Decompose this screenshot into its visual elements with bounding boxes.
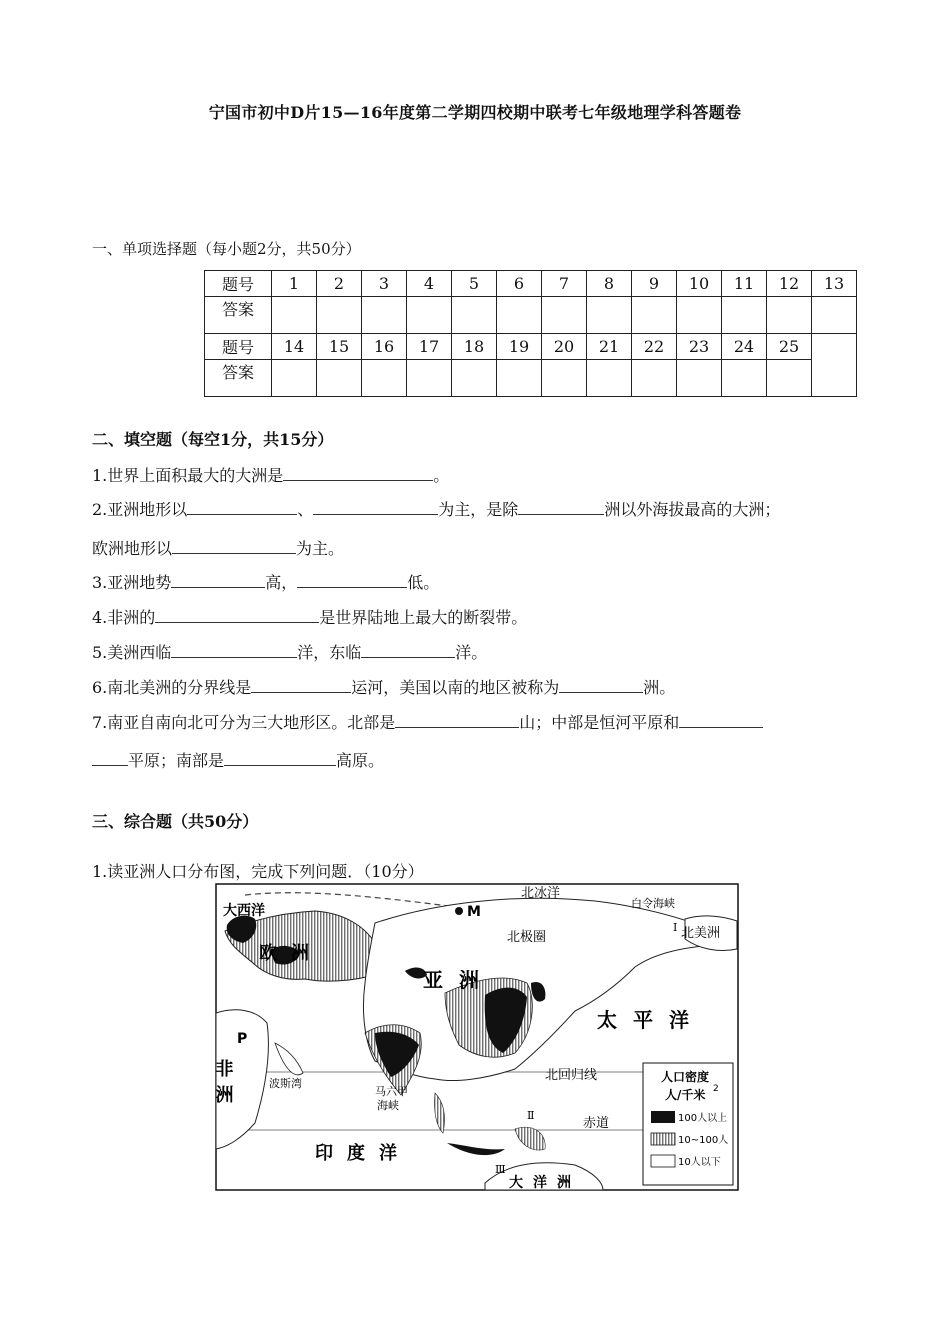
label-pacific: 太平洋 (597, 1008, 705, 1032)
answer-cell[interactable] (767, 297, 812, 334)
question-text: 高原。 (336, 751, 385, 770)
question-number-cell: 19 (497, 334, 542, 360)
composite-question-1: 1.读亚洲人口分布图，完成下列问题．（10分） (92, 862, 424, 881)
question-number-cell: 9 (632, 271, 677, 297)
question-number-cell: 1 (272, 271, 317, 297)
label-arctic-ocean: 北冰洋 (521, 886, 561, 901)
legend-swatch-sparse (651, 1155, 675, 1167)
answer-cell[interactable] (677, 360, 722, 397)
question-text: 平原；南部是 (128, 751, 225, 770)
question-text: 洋，东临 (297, 643, 362, 662)
question-number-cell: 3 (362, 271, 407, 297)
legend-swatch-dense (651, 1111, 675, 1123)
label-malacca-2: 海峡 (377, 1099, 399, 1112)
row-label-number: 题号 (205, 271, 272, 297)
label-atlantic: 大西洋 (223, 903, 265, 919)
question-number-cell: 11 (722, 271, 767, 297)
question-number-cell: 2 (317, 271, 362, 297)
label-africa: 非洲 (212, 1059, 234, 1111)
fill-question-2 (92, 497, 780, 520)
answer-table (204, 270, 857, 397)
answer-cell[interactable] (362, 297, 407, 334)
answer-cell[interactable] (452, 360, 497, 397)
answer-cell[interactable] (587, 360, 632, 397)
label-europe: 欧洲 (259, 943, 323, 964)
question-number-cell: 21 (587, 334, 632, 360)
point-m-marker (455, 907, 463, 915)
section1-heading: 一、单项选择题（每小题2分，共50分） (92, 240, 361, 258)
question-text: 运河，美国以南的地区被称为 (351, 678, 560, 697)
question-text: 7.南亚自南向北可分为三大地形区。北部是 (92, 713, 396, 732)
legend-item-sparse: 10人以下 (678, 1157, 721, 1168)
fill-question-3 (92, 570, 439, 593)
answer-cell[interactable] (407, 297, 452, 334)
answer-cell[interactable] (317, 360, 362, 397)
label-arctic-circle: 北极圈 (507, 930, 547, 945)
label-indian-ocean: 印度洋 (315, 1143, 411, 1164)
answer-blank[interactable] (518, 498, 604, 515)
answer-cell[interactable] (407, 360, 452, 397)
answer-cell[interactable] (497, 297, 542, 334)
answer-cell[interactable] (767, 360, 812, 397)
legend-item-dense: 100人以上 (678, 1113, 728, 1124)
fill-question-4 (92, 605, 527, 628)
page-title: 宁国市初中D片15—16年度第二学期四校期中联考七年级地理学科答题卷 (208, 103, 742, 122)
answer-cell[interactable] (722, 360, 767, 397)
label-persian-gulf: 波斯湾 (269, 1077, 302, 1090)
question-number-cell: 17 (407, 334, 452, 360)
answer-blank[interactable] (361, 641, 455, 658)
asia-population-map (212, 883, 739, 1191)
question-text: 4.非洲的 (92, 608, 156, 627)
question-number-cell: 7 (542, 271, 587, 297)
question-number-cell: 10 (677, 271, 722, 297)
question-text: 洲。 (643, 678, 676, 697)
question-text: 山；中部是恒河平原和 (519, 713, 680, 732)
row-label-answer: 答案 (205, 360, 272, 397)
question-text: 是世界陆地上最大的断裂带。 (319, 608, 528, 627)
answer-blank[interactable] (395, 711, 519, 728)
answer-cell[interactable] (272, 297, 317, 334)
answer-blank[interactable] (171, 571, 265, 588)
section3-heading: 三、综合题（共50分） (92, 812, 259, 831)
question-number-cell: 16 (362, 334, 407, 360)
question-text: 3.亚洲地势 (92, 573, 172, 592)
answer-blank[interactable] (283, 464, 433, 481)
label-roman-2: Ⅱ (527, 1109, 535, 1122)
answer-cell[interactable] (362, 360, 407, 397)
fill-question-6 (92, 675, 675, 698)
question-number-cell: 18 (452, 334, 497, 360)
answer-cell[interactable] (632, 297, 677, 334)
answer-cell[interactable] (812, 297, 857, 334)
question-number-cell: 5 (452, 271, 497, 297)
answer-blank[interactable] (172, 537, 296, 554)
legend-item-medium: 10~100人 (678, 1135, 729, 1146)
question-number-cell: 4 (407, 271, 452, 297)
question-number-cell: 15 (317, 334, 362, 360)
answer-blank[interactable] (171, 641, 297, 658)
label-equator: 赤道 (583, 1116, 610, 1131)
legend-title: 人口密度 (661, 1070, 710, 1084)
question-text: 洋。 (455, 643, 488, 662)
question-text: 6.南北美洲的分界线是 (92, 678, 252, 697)
section2-heading: 二、填空题（每空1分，共15分） (92, 430, 334, 449)
label-north-america: 北美洲 (681, 926, 721, 941)
question-text: 洲以外海拔最高的大洲； (604, 500, 781, 519)
question-text: 高， (265, 573, 298, 592)
label-roman-1: Ⅰ (673, 921, 678, 934)
question-text: 。 (433, 466, 450, 485)
label-bering: 白令海峡 (631, 897, 675, 910)
answer-blank[interactable] (155, 606, 319, 623)
question-number-cell: 12 (767, 271, 812, 297)
question-number-cell: 22 (632, 334, 677, 360)
fill-question-7-cont (92, 748, 384, 771)
question-text: 1.世界上面积最大的大洲是 (92, 466, 284, 485)
legend-swatch-medium (651, 1133, 675, 1145)
label-p: P (237, 1031, 248, 1047)
question-number-cell: 8 (587, 271, 632, 297)
fill-question-5 (92, 640, 487, 663)
question-text: 2.亚洲地形以 (92, 500, 188, 519)
question-number-cell: 14 (272, 334, 317, 360)
legend-unit-sup: 2 (713, 1084, 719, 1094)
label-asia: 亚洲 (423, 968, 495, 992)
label-tropic: 北回归线 (545, 1068, 598, 1083)
answer-cell[interactable] (452, 297, 497, 334)
answer-blank[interactable] (92, 749, 128, 766)
legend-unit: 人/千米 (665, 1088, 706, 1102)
question-number-cell: 25 (767, 334, 812, 360)
question-number-cell: 24 (722, 334, 767, 360)
answer-cell[interactable] (632, 360, 677, 397)
label-roman-3: Ⅲ (495, 1163, 506, 1176)
answer-cell[interactable] (542, 360, 587, 397)
question-number-cell: 20 (542, 334, 587, 360)
answer-blank[interactable] (679, 711, 763, 728)
question-text: 为主。 (296, 539, 345, 558)
answer-cell[interactable] (272, 360, 317, 397)
row-label-answer: 答案 (205, 297, 272, 334)
question-number-cell: 13 (812, 271, 857, 297)
answer-cell[interactable] (722, 297, 767, 334)
answer-blank[interactable] (251, 676, 351, 693)
answer-cell[interactable] (542, 297, 587, 334)
question-number-cell: 6 (497, 271, 542, 297)
answer-cell[interactable] (587, 297, 632, 334)
fill-question-7 (92, 710, 763, 733)
answer-blank[interactable] (559, 676, 643, 693)
fill-question-1 (92, 463, 449, 486)
answer-cell[interactable] (317, 297, 362, 334)
question-text: 欧洲地形以 (92, 539, 173, 558)
question-number-cell: 23 (677, 334, 722, 360)
map-legend (643, 1063, 733, 1185)
empty-cell (812, 334, 857, 397)
label-malacca-1: 马六甲 (375, 1085, 408, 1098)
answer-cell[interactable] (497, 360, 542, 397)
question-text: 低。 (407, 573, 440, 592)
question-text: 5.美洲西临 (92, 643, 172, 662)
row-label-number: 题号 (205, 334, 272, 360)
fill-question-2-cont (92, 536, 344, 559)
label-m: M (467, 904, 481, 920)
answer-blank[interactable] (224, 749, 336, 766)
answer-blank[interactable] (313, 498, 438, 515)
answer-cell[interactable] (677, 297, 722, 334)
answer-blank[interactable] (187, 498, 297, 515)
question-text: 、 (297, 500, 314, 519)
answer-blank[interactable] (297, 571, 407, 588)
question-text: 为主，是除 (438, 500, 519, 519)
label-oceania: 大洋洲 (509, 1175, 581, 1191)
